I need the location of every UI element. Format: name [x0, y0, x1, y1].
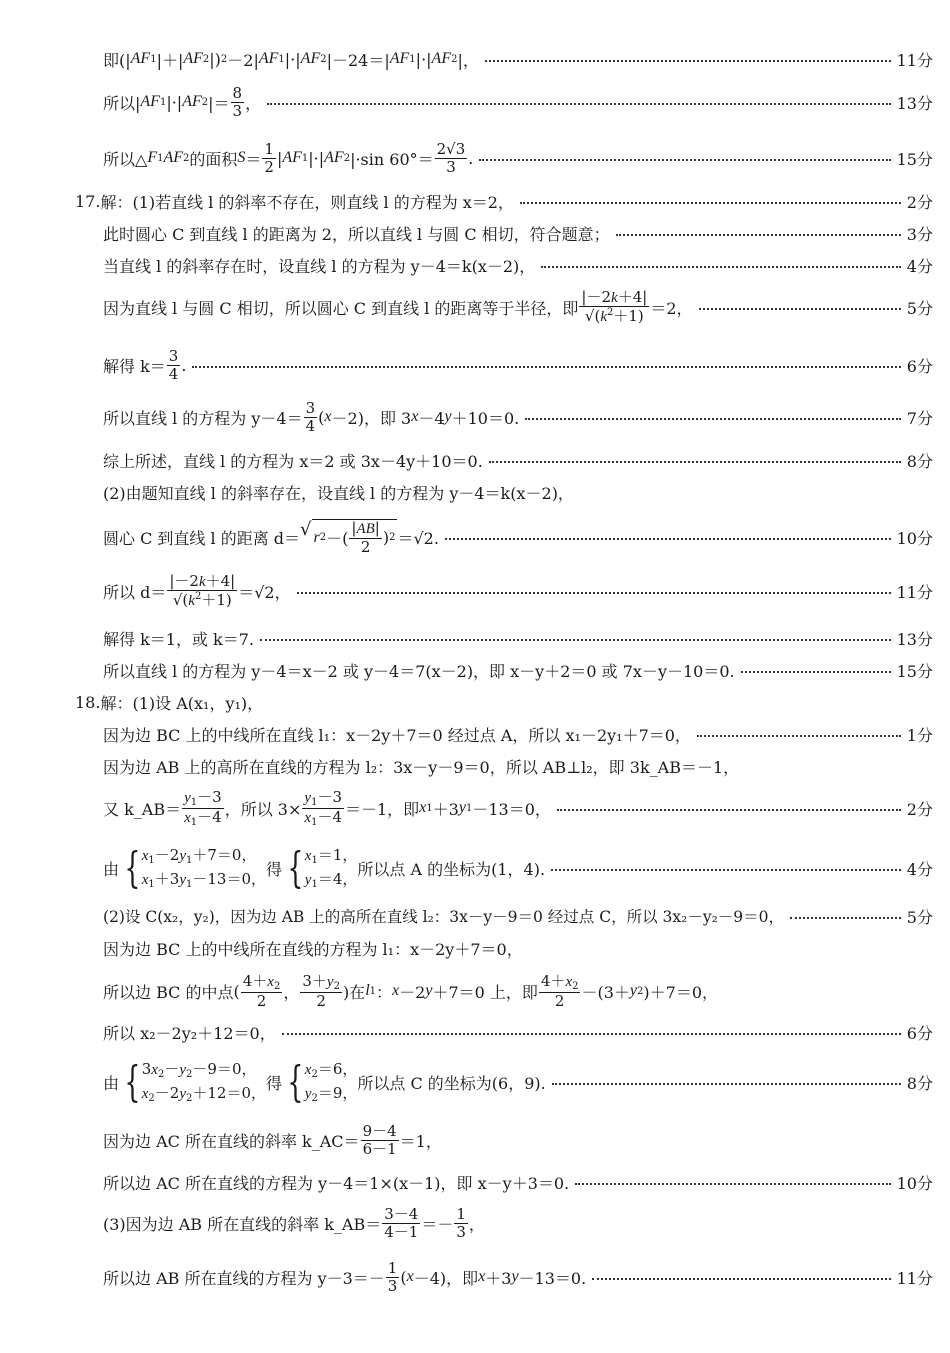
score-label: 2分: [906, 192, 933, 212]
solution-line: [103, 1020, 933, 1044]
problem-text: 综上所述，直线 l 的方程为 x＝2 或 3x－4y＋10＝0.: [103, 451, 483, 471]
dot-leader: [790, 917, 901, 919]
problem-text: 所以边 AC 所在直线的方程为 y－4＝1×(x－1)，即 x－y＋3＝0.: [103, 1173, 570, 1193]
solution-line: [103, 1120, 933, 1160]
problem-text: 又 k_AB＝ $\frac{y_1-3}{x_1-4}$ ，所以 3× $\frac{y_1-3}{x_1-4}$ ＝－1，即 x 1 ＋3 y 1 －13＝0，: [103, 787, 551, 828]
solution-line: [103, 626, 933, 650]
dot-leader: [616, 234, 901, 236]
solution-line: [103, 722, 933, 746]
problem-text: 18. 解：(1)设 A(x₁，y₁)，: [75, 692, 264, 713]
solution-line: [103, 904, 933, 928]
score-label: 11分: [896, 1268, 933, 1288]
solution-line: [103, 345, 933, 385]
solution-line: [103, 480, 933, 504]
solution-line: [103, 514, 933, 560]
score-label: 2分: [906, 799, 933, 819]
problem-text: 因为直线 l 与圆 C 相切，所以圆心 C 到直线 l 的距离等于半径，即 $\frac{|-2k+4|}{√(k^2+1)}$ ＝2，: [103, 287, 693, 325]
dot-leader: [267, 103, 891, 105]
dot-leader: [489, 461, 901, 463]
problem-text: 因为边 BC 上的中线所在直线的方程为 l₁：x－2y＋7＝0，: [103, 939, 523, 959]
solution-line: [103, 754, 933, 778]
solution-line: [103, 566, 933, 616]
score-label: 8分: [906, 451, 933, 471]
dot-leader: [592, 1278, 890, 1280]
dot-leader: [479, 159, 890, 161]
dot-leader: [525, 418, 901, 420]
problem-text: 所以边 AB 所在直线的方程为 y－3＝－ $\frac{1}{3}$ ( x －4)，即 x ＋3 y －13＝0.: [103, 1259, 587, 1295]
formula-text: 所以| AF 1 |·| AF 2 |＝ $\frac{8}{3}$ ，: [103, 84, 262, 120]
score-label: 13分: [896, 629, 933, 649]
problem-text: (2)由题知直线 l 的斜率存在，设直线 l 的方程为 y－4＝k(x－2)，: [103, 483, 574, 503]
problem-text: 因为边 AB 上的高所在直线的方程为 l₂：3x－y－9＝0，所以 AB⊥l₂，即 3k_AB＝－1，: [103, 757, 740, 777]
problem-text: 所以直线 l 的方程为 y－4＝ $\frac{3}{4}$ ( x －2)，即 3 x －4 y ＋10＝0.: [103, 399, 520, 435]
solution-line: [75, 189, 933, 213]
score-label: 13分: [896, 93, 933, 113]
score-label: 4分: [906, 256, 933, 276]
score-label: 3分: [906, 224, 933, 244]
problem-text: 17. 解：(1)若直线 l 的斜率不存在，则直线 l 的方程为 x＝2，: [75, 191, 514, 212]
score-label: 15分: [896, 149, 933, 169]
solution-line: [103, 84, 933, 120]
problem-text: 圆心 C 到直线 l 的距离 d＝ √ r 2 －( $\frac{|AB|}{2}$ ) 2 ＝√2.: [103, 519, 439, 556]
dot-leader: [557, 809, 901, 811]
solution-line: [103, 786, 933, 830]
score-label: 4分: [906, 859, 933, 879]
problem-text: 由 { $x_1-2y_1+7=0$， $x_1+3y_1-13=0$， 得 { $x_1=1$， $y_1=4$， 所以点 A 的坐标为(1，4).: [103, 843, 546, 892]
dot-leader: [260, 639, 891, 641]
solution-line: [103, 1256, 933, 1298]
solution-line: [103, 221, 933, 245]
dot-leader: [485, 60, 891, 62]
score-label: 7分: [906, 408, 933, 428]
score-label: 11分: [896, 50, 933, 70]
score-label: 15分: [896, 661, 933, 681]
dot-leader: [445, 538, 891, 540]
solution-line: [103, 840, 933, 896]
score-label: 10分: [896, 1173, 933, 1193]
score-label: 1分: [906, 725, 933, 745]
solution-line: [103, 1170, 933, 1194]
solution-line: [75, 690, 933, 714]
score-label: 6分: [906, 1023, 933, 1043]
solution-line: [103, 936, 933, 960]
solution-line: [103, 285, 933, 329]
solution-line: [103, 1202, 933, 1244]
problem-text: 由 { $3x_2-y_2-9=0$， $x_2-2y_2+12=0$， 得 { $x_2=6$， $y_2=9$， 所以点 C 的坐标为(6，9).: [103, 1057, 546, 1106]
dot-leader: [741, 671, 891, 673]
dot-leader: [697, 735, 901, 737]
solution-line: [103, 397, 933, 437]
formula-text: 即(| AF 1 |＋| AF 2 |) 2 －2| AF 1 |·| AF 2 |－24＝| AF 1 |·| AF 2 |，: [103, 49, 479, 70]
formula-text: 所以△ F 1 AF 2 的面积 S ＝ $\frac{1}{2}$ | AF 1 |·| AF 2 |·sin 60°＝ $\frac{2√3}{3}$ .: [103, 140, 474, 176]
problem-text: 当直线 l 的斜率存在时，设直线 l 的方程为 y－4＝k(x－2)，: [103, 256, 536, 276]
solution-line: [103, 45, 933, 73]
problem-text: 解得 k＝ $\frac{3}{4}$ .: [103, 347, 187, 383]
problem-text: 所以 d＝ $\frac{|-2k+4|}{√(k^2+1)}$ ＝√2，: [103, 571, 291, 609]
dot-leader: [192, 366, 900, 368]
problem-text: 所以 x₂－2y₂＋12＝0，: [103, 1023, 276, 1043]
score-label: 8分: [906, 1073, 933, 1093]
solution-line: [103, 448, 933, 472]
dot-leader: [575, 1183, 890, 1185]
solution-line: [103, 253, 933, 277]
dot-leader: [551, 869, 901, 871]
solution-line: [103, 1054, 933, 1110]
dot-leader: [699, 308, 901, 310]
dot-leader: [297, 592, 891, 594]
score-label: 10分: [896, 528, 933, 548]
problem-text: 因为边 BC 上的中线所在直线 l₁：x－2y＋7＝0 经过点 A，所以 x₁－2y₁＋7＝0，: [103, 725, 691, 745]
problem-text: 所以边 BC 的中点 ( $\frac{4+x_2}{2}$ ， $\frac{3+y_2}{2}$ )在 l 1 ： x －2 y ＋7＝0 上，即 $\frac{4+x_2}{2}$ －(3＋ y 2 )＋7＝0，: [103, 971, 719, 1010]
problem-text: 所以直线 l 的方程为 y－4＝x－2 或 y－4＝7(x－2)，即 x－y＋2＝0 或 7x－y－10＝0.: [103, 661, 735, 681]
dot-leader: [282, 1033, 901, 1035]
score-label: 6分: [906, 356, 933, 376]
dot-leader: [541, 266, 901, 268]
solution-line: [103, 658, 933, 682]
problem-text: 解得 k＝1，或 k＝7.: [103, 629, 255, 649]
problem-text: 因为边 AC 所在直线的斜率 k_AC＝ $\frac{9-4}{6-1}$ ＝1，: [103, 1122, 442, 1158]
problem-text: (2)设 C(x₂，y₂)，因为边 AB 上的高所在直线 l₂：3x－y－9＝0 经过点 C，所以 3x₂－y₂－9＝0，: [103, 908, 785, 926]
problem-text: (3)因为边 AB 所在直线的斜率 k_AB＝ $\frac{3-4}{4-1}$ ＝－ $\frac{1}{3}$ ，: [103, 1205, 485, 1241]
dot-leader: [552, 1083, 901, 1085]
score-label: 5分: [906, 298, 933, 318]
solution-line: [103, 970, 933, 1012]
dot-leader: [520, 202, 901, 204]
score-label: 5分: [906, 907, 933, 927]
problem-text: 此时圆心 C 到直线 l 的距离为 2，所以直线 l 与圆 C 相切，符合题意；: [103, 224, 610, 244]
score-label: 11分: [896, 582, 933, 602]
solution-line: [103, 138, 933, 178]
